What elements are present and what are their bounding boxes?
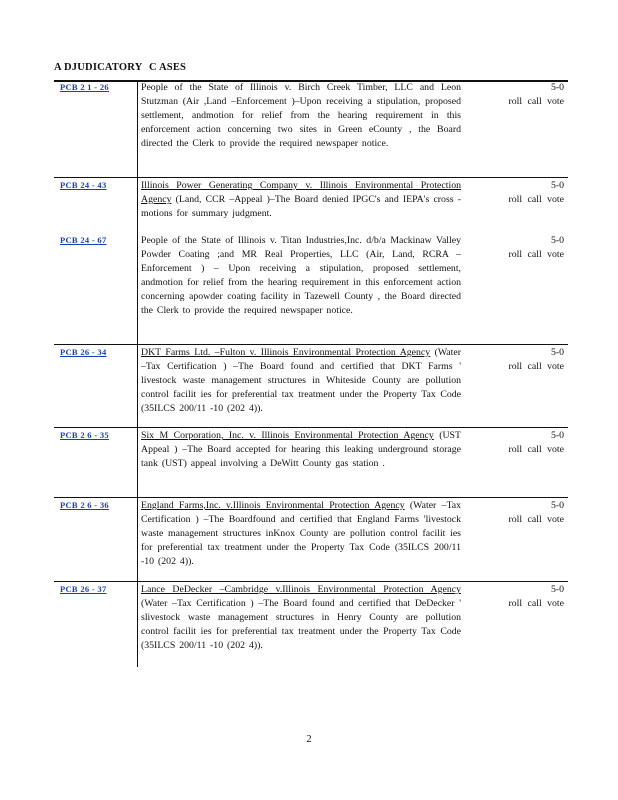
case-docket-link[interactable]: PCB 26 - 37 [60,584,107,594]
header-cases: C ASES [149,62,187,73]
page-number: 2 [306,734,312,745]
vote-count: 5-0 [550,500,564,511]
case-title: England Farms,Inc. v.Illinois Environmental Protection Agency [141,500,405,511]
vote-count: 5-0 [550,584,564,595]
case-text: People of the State of Illinois v. Titan Industries,Inc. d/b/a Mackinaw Valley Powder Coating ;and MR Real Properties, LLC (Air, Land, RCRA –Enforcement ) – Upon receiving a stipulation, proposed settlement, andmotion for relief from the hearing requirement in this enforcement action concerning apowder coating facility in Tazewell County , the Board directed the Clerk to provide the required newspaper notice. [141,235,461,316]
case-text: (Water –Tax Certification ) –The Board found and certified that DKT Farms ' livestock waste management structures in Whiteside County are pollution control facilit ies for preferential tax treatment under the Property Tax Code (35ILCS 200/11 -10 (202 4)). [141,347,461,414]
case-title: Six M Corporation, Inc. v. Illinois Environmental Protection Agency [141,430,434,441]
vote-count: 5-0 [550,235,564,246]
header-adjudicatory: A DJUDICATORY [54,62,143,73]
case-description [141,234,461,318]
case-row [54,233,568,343]
case-docket-link[interactable]: PCB 2 1 - 26 [60,82,109,92]
case-title: Illinois Power Generating Company v. Illinois Environmental Protection Agency [141,180,461,205]
vote-type: roll call vote [508,194,564,205]
case-description [141,346,461,416]
vote-type: roll call vote [508,96,564,107]
case-docket-link[interactable]: PCB 24 - 43 [60,180,107,190]
case-description [141,499,461,569]
case-row [54,497,568,580]
vote-type: roll call vote [508,444,564,455]
case-docket-link[interactable]: PCB 2 6 - 35 [60,430,109,440]
table-header [54,62,568,82]
vote-count: 5-0 [550,347,564,358]
vote-type: roll call vote [508,361,564,372]
vote-type: roll call vote [508,249,564,260]
vote-type: roll call vote [508,598,564,609]
vote-count: 5-0 [550,180,564,191]
case-title: DKT Farms Ltd. –Fulton v. Illinois Environmental Protection Agency [141,347,431,358]
case-title: Lance DeDecker –Cambridge v.Illinois Environmental Protection Agency [141,584,461,595]
case-text: People of the State of Illinois v. Birch Creek Timber, LLC and Leon Stutzman (Air ,Land –Enforcement )–Upon receiving a stipulation, proposed settlement, andmotion for relief from the hearing requirement in this enforcement action concerning two sites in Green eCounty , the Board directed the Clerk to provide the required newspaper notice. [141,82,461,149]
case-description [141,81,461,151]
case-text: (Land, CCR –Appeal )–The Board denied IPGC's and IEPA's cross -motions for summary judgment. [141,194,461,219]
vote-count: 5-0 [550,82,564,93]
case-row [54,344,568,427]
case-docket-link[interactable]: PCB 26 - 34 [60,347,107,357]
vote-count: 5-0 [550,430,564,441]
case-description [141,179,461,221]
case-description [141,429,461,471]
case-row [54,80,568,176]
vote-type: roll call vote [508,514,564,525]
case-text: (Water –Tax Certification ) –The Board found and certified that DeDecker ' slivestock waste management structures in Henry County are pollution control facilit ies for preferential tax treatment under the Property Tax Code (35ILCS 200/11 -10 (202 4)). [141,598,461,651]
case-row [54,581,568,668]
case-text: (UST Appeal ) –The Board accepted for hearing this leaking underground storage tank (UST) appeal involving a DeWitt County gas station . [141,430,461,469]
case-text: (Water –Tax Certification ) –The Boardfound and certified that England Farms 'livestock waste management structures inKnox County are pollution control facilit ies for preferential tax treatment under the Property Tax Code (35ILCS 200/11 -10 (202 4)). [141,500,461,567]
case-row [54,177,568,230]
case-description [141,583,461,653]
case-row [54,427,568,496]
case-docket-link[interactable]: PCB 2 6 - 36 [60,500,109,510]
case-docket-link[interactable]: PCB 24 - 67 [60,235,107,245]
